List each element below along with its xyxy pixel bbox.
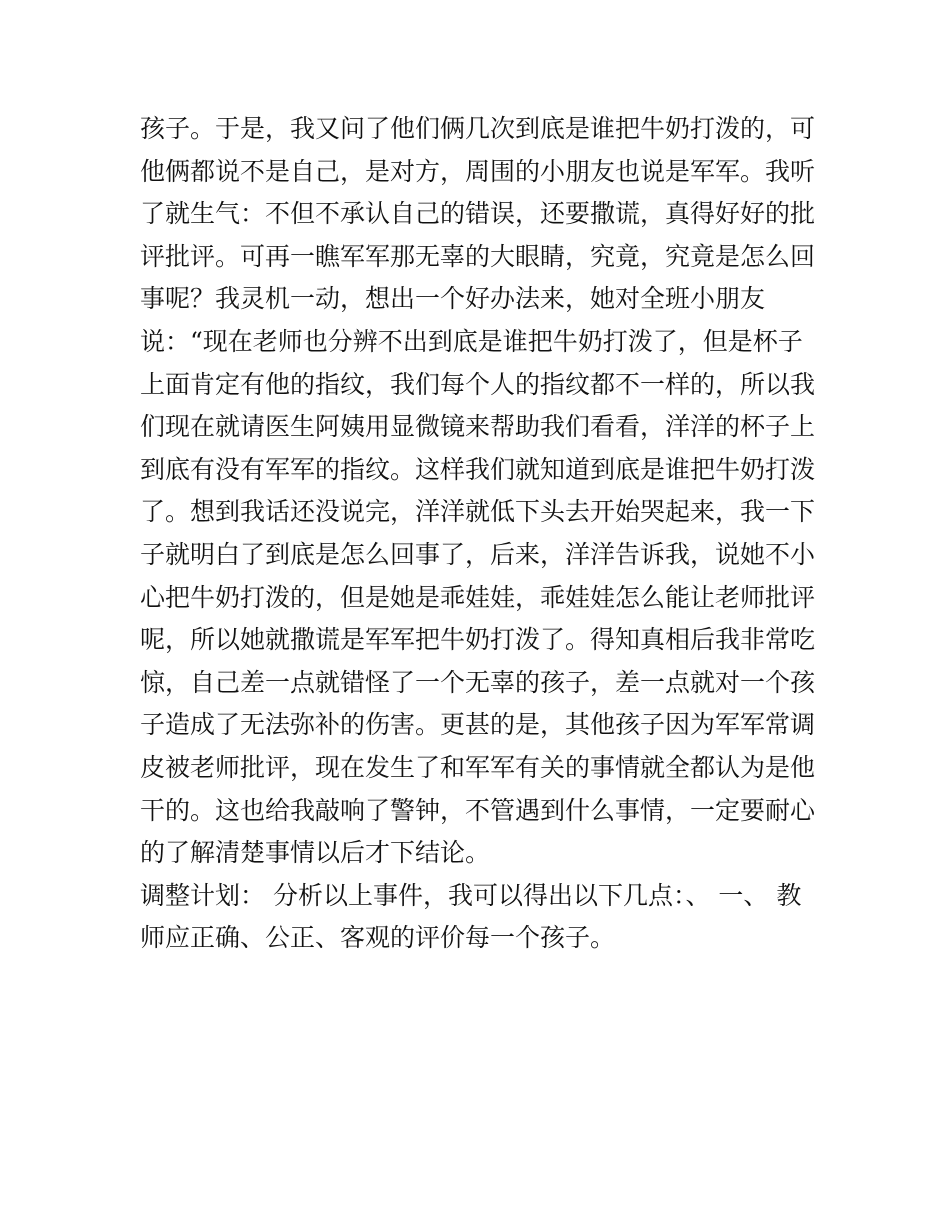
text-line: 呢，所以她就撒谎是军军把牛奶打泼了。得知真相后我非常吃 xyxy=(140,625,816,655)
text-line: 说：“现在老师也分辨不出到底是谁把牛奶打泼了，但是杯子 xyxy=(140,326,803,356)
text-line: 师应正确、公正、客观的评价每一个孩子。 xyxy=(140,923,616,953)
text-line: 子造成了无法弥补的伤害。更甚的是，其他孩子因为军军常调 xyxy=(140,710,816,740)
text-line: 上面肯定有他的指纹，我们每个人的指纹都不一样的，所以我 xyxy=(140,369,816,399)
text-line: 了就生气：不但不承认自己的错误，还要撒谎，真得好好的批 xyxy=(140,199,816,229)
text-line: 皮被老师批评，现在发生了和军军有关的事情就全都认为是他 xyxy=(140,752,816,782)
text-line: 调整计划： 分析以上事件，我可以得出以下几点：、 一、 教 xyxy=(140,880,802,910)
text-line: 们现在就请医生阿姨用显微镜来帮助我们看看，洋洋的杯子上 xyxy=(140,412,816,442)
text-line: 事呢？我灵机一动，想出一个好办法来，她对全班小朋友 xyxy=(140,284,766,314)
text-line: 孩子。于是，我又问了他们俩几次到底是谁把牛奶打泼的，可 xyxy=(140,114,816,143)
text-line: 干的。这也给我敲响了警钟，不管遇到什么事情，一定要耐心 xyxy=(140,795,816,825)
text-line: 了。想到我话还没说完，洋洋就低下头去开始哭起来，我一下 xyxy=(140,497,816,527)
text-line: 子就明白了到底是怎么回事了，后来，洋洋告诉我，说她不小 xyxy=(140,539,816,569)
body-text xyxy=(140,108,820,960)
text-line: 惊，自己差一点就错怪了一个无辜的孩子，差一点就对一个孩 xyxy=(140,667,816,697)
text-line: 心把牛奶打泼的，但是她是乖娃娃，乖娃娃怎么能让老师批评 xyxy=(140,582,816,612)
text-line: 他俩都说不是自己，是对方，周围的小朋友也说是军军。我听 xyxy=(140,156,816,186)
text-line: 的了解清楚事情以后才下结论。 xyxy=(140,838,491,868)
text-line: 评批评。可再一瞧军军那无辜的大眼睛，究竟，究竟是怎么回 xyxy=(140,241,816,271)
text-line: 到底有没有军军的指纹。这样我们就知道到底是谁把牛奶打泼 xyxy=(140,454,816,484)
